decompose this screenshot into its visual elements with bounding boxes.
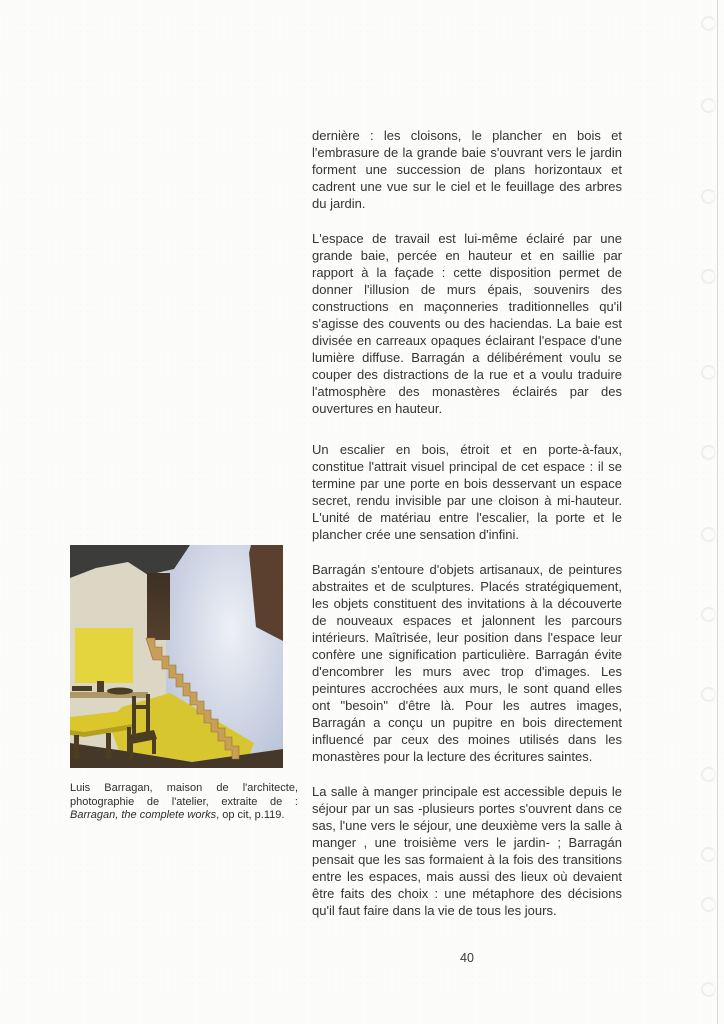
shelf-bowl: [107, 688, 133, 695]
caption-italic-title: Barragan, the complete works: [70, 809, 217, 822]
binder-hole: [701, 847, 716, 862]
binder-hole: [701, 982, 716, 997]
body-text-column: [312, 127, 622, 937]
atelier-photo: [70, 545, 283, 768]
shelf: [70, 692, 148, 698]
paragraph-5: La salle à manger principale est accessible depuis le séjour par un sas -plusieurs portes s'ouvrent dans ce sas, l'une vers le séjour, une deuxième vers la salle à manger , une troisième vers le jardin- ; Barragán pensait que les sas formaient à la fois des transitions entre les espaces, mais aussi des lieux où devaient être faits des choix : une métaphore des décisions qu'il faut faire dans la vie de tous les jours.: [312, 784, 622, 918]
binder-hole: [701, 269, 716, 284]
paragraph-3: Un escalier en bois, étroit et en porte-à-faux, constitue l'attrait visuel principal de cet espace : il se termine par une porte en bois desservant un espace secret, rendu invisible par une cloison à mi-hauteur. L'unité de matériau entre l'escalier, la porte et le plancher crée une sensation d'infini.: [312, 442, 622, 542]
page-edge-line: [717, 0, 718, 1024]
chair-leg: [152, 738, 156, 754]
door: [147, 573, 170, 640]
atelier-photo-illustration: [70, 545, 283, 768]
binder-hole: [701, 365, 716, 380]
binder-hole: [701, 189, 716, 204]
chair-leg: [129, 743, 133, 759]
paragraph-4: Barragán s'entoure d'objets artisanaux, de peintures abstraites et de sculptures. Placés stratégiquement, les objets constituent des invitations à la découverte de nouveaux espaces et jalonnent les parcours intérieurs. Maîtrisée, leur position dans l'espace leur confère une signification particulière. Barragán évite d'encombrer les murs avec trop d'images. Les peintures accrochées aux murs, le sont quand elles ont "besoin" d'être là. Pour les autres images, Barragán a conçu un pupitre en bois directement influencé par ceux des moines utilisés dans les monastères pour la lecture des écritures saintes.: [312, 562, 622, 764]
chair-back-post: [132, 696, 136, 738]
shelf-jug: [97, 681, 104, 692]
binder-hole: [701, 607, 716, 622]
caption-lead: Luis Barragan, maison de l'architecte, photographie de l'atelier, extraite de :: [70, 782, 298, 808]
binder-hole: [701, 16, 716, 31]
table-leg: [106, 733, 111, 759]
binder-hole: [701, 687, 716, 702]
caption-tail: , op cit, p.119.: [216, 809, 285, 822]
paragraph-2: L'espace de travail est lui-même éclairé par une grande baie, percée en hauteur et en saillie par rapport à la façade : cette disposition permet de donner l'illusion de murs épais, souvenirs des constructions en maçonneries traditionnelles qu'il s'agisse des couvents ou des haciendas. La baie est divisée en carreaux opaques éclairant l'espace d'une lumière diffuse. Barragán a délibérément voulu se couper des distractions de la rue et a voulu traduire l'atmosphère des monastères éclairés par des ouvertures en hauteur.: [312, 231, 622, 416]
binder-hole: [701, 98, 716, 113]
shelf-object: [72, 686, 92, 691]
page-number: 40: [460, 951, 474, 965]
binder-hole: [701, 897, 716, 912]
chair-slat: [132, 705, 150, 709]
photo-caption: [70, 782, 298, 823]
table-leg: [74, 735, 79, 759]
paragraph-1: dernière : les cloisons, le plancher en bois et l'embrasure de la grande baie s'ouvrant vers le jardin forment une succession de plans horizontaux et cadrent une vue sur le ciel et le feuillage des arbres du jardin.: [312, 128, 622, 211]
chair-back-post: [146, 694, 150, 736]
binder-hole: [701, 767, 716, 782]
binder-hole: [701, 445, 716, 460]
binder-hole: [701, 527, 716, 542]
yellow-painting: [75, 628, 133, 683]
